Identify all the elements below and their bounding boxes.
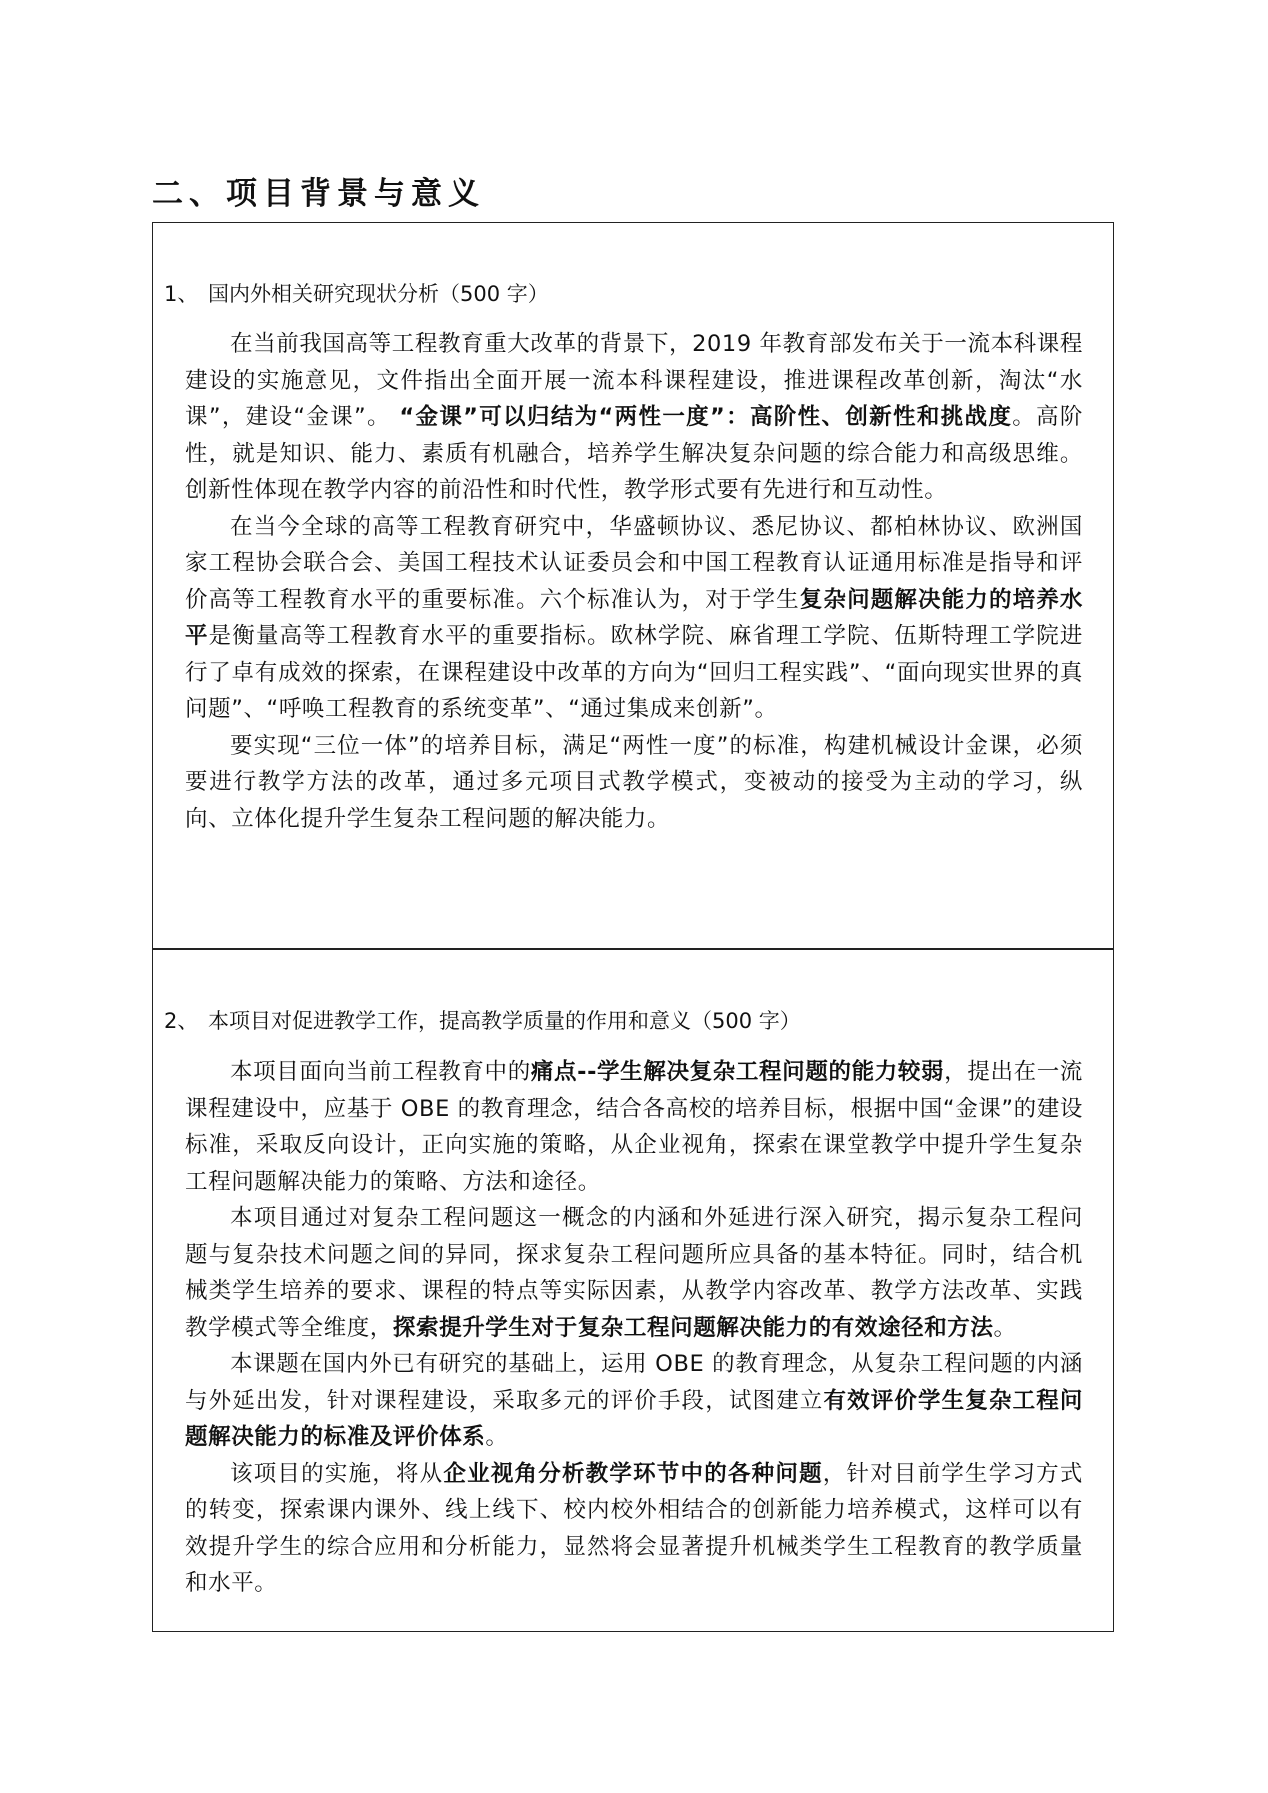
section-box-research-status (152, 222, 1114, 950)
text-run: ，针对目前学生学习方式的转变，探索课内课外、线上线下、校内校外相结合的创新能力培养模式，这样可以有效提升学生的综合应用和分析能力，显然将会显著提升机械类学生工程教育的教学质量和水平。 (185, 1460, 1083, 1596)
paragraph (185, 1456, 1083, 1602)
page-title: 二、项目背景与意义 (152, 176, 485, 212)
bold-text-run: 有效评价学生复杂工程问题解决能力的标准及评价体系 (185, 1387, 1083, 1450)
text-run: 本项目通过对复杂工程问题这一概念的内涵和外延进行深入研究，揭示复杂工程问题与复杂技术问题之间的异同，探求复杂工程问题所应具备的基本特征。同时，结合机械类学生培养的要求、课程的特点等实际因素，从教学内容改革、教学方法改革、实践教学模式等全维度， (185, 1205, 1083, 1341)
bold-text-run: “金课”可以归结为“两性一度”：高阶性、创新性和挑战度 (399, 404, 1013, 430)
text-run: 。高阶性，就是知识、能力、素质有机融合，培养学生解决复杂问题的综合能力和高级思维。创新性体现在教学内容的前沿性和时代性，教学形式要有先进行和互动性。 (185, 404, 1083, 503)
bold-text-run: 复杂问题解决能力的培养水平 (185, 586, 1083, 649)
section-body (185, 326, 1083, 837)
text-run: ，提出在一流课程建设中，应基于 OBE 的教育理念，结合各高校的培养目标，根据中国“金课”的建设标准，采取反向设计，正向实施的策略，从企业视角，探索在课堂教学中提升学生复杂工程问题解决能力的策略、方法和途径。 (185, 1059, 1083, 1195)
section-heading (164, 1005, 801, 1035)
text-run: 。 (485, 1424, 509, 1450)
text-run: 本课题在国内外已有研究的基础上，运用 OBE 的教育理念，从复杂工程问题的内涵与外延出发，针对课程建设，采取多元的评价手段，试图建立 (185, 1351, 1083, 1414)
text-run: 。 (993, 1314, 1017, 1341)
text-run: 要实现“三位一体”的培养目标，满足“两性一度”的标准，构建机械设计金课，必须要进行教学方法的改革，通过多元项目式教学模式，变被动的接受为主动的学习，纵向、立体化提升学生复杂工程问题的解决能力。 (185, 732, 1083, 832)
section-number: 2、 (164, 1009, 199, 1033)
text-run: 在当前我国高等工程教育重大改革的背景下，2019 年教育部发布关于一流本科课程建设的实施意见，文件指出全面开展一流本科课程建设，推进课程改革创新，淘汰“水课”，建设“金课”。 (185, 331, 1083, 430)
paragraph (185, 1054, 1083, 1200)
paragraph (185, 326, 1083, 509)
text-run: 是衡量高等工程教育水平的重要指标。欧林学院、麻省理工学院、伍斯特理工学院进行了卓有成效的探索，在课程建设中改革的方向为“回归工程实践”、“面向现实世界的真问题”、“呼唤工程教育的系统变革”、“通过集成来创新”。 (185, 623, 1083, 722)
paragraph (185, 509, 1083, 728)
section-number: 1、 (164, 282, 199, 306)
paragraph (185, 1346, 1083, 1456)
bold-text-run: 痛点--学生解决复杂工程问题的能力较弱 (530, 1059, 945, 1085)
section-body (185, 1054, 1083, 1602)
text-run: 在当今全球的高等工程教育研究中，华盛顿协议、悉尼协议、都柏林协议、欧洲国家工程协会联合会、美国工程技术认证委员会和中国工程教育认证通用标准是指导和评价高等工程教育水平的重要标准。六个标准认为，对于学生 (185, 513, 1083, 613)
section-title: 国内外相关研究现状分析（500 字） (208, 282, 549, 306)
section-box-significance (152, 948, 1114, 1632)
bold-text-run: 探索提升学生对于复杂工程问题解决能力的有效途径和方法 (392, 1314, 994, 1341)
bold-text-run: 企业视角分析教学环节中的各种问题 (443, 1460, 823, 1487)
paragraph (185, 1200, 1083, 1346)
text-run: 本项目面向当前工程教育中的 (230, 1059, 531, 1085)
section-title: 本项目对促进教学工作，提高教学质量的作用和意义（500 字） (208, 1009, 801, 1033)
text-run: 该项目的实施，将从 (230, 1460, 444, 1487)
section-heading (164, 278, 549, 308)
paragraph (185, 728, 1083, 838)
